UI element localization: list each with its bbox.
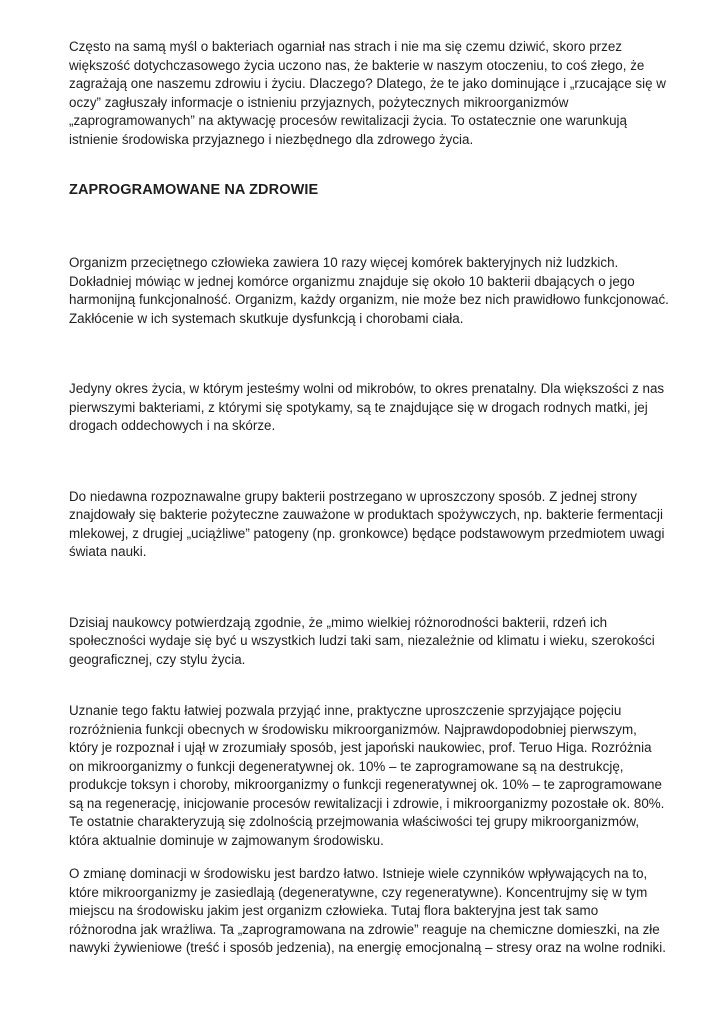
paragraph-body-3: Do niedawna rozpoznawalne grupy bakterii postrzegano w uproszczony sposób. Z jednej strony znajdowały się bakterie pożyteczne zauważone w produktach spożywczych, np. bakterie fermentacji mlekowej, z drugiej „uciążliwe” patogeny (np. gronkowce) będące podstawowym przedmiotem uwagi świata nauki. [69, 488, 665, 559]
paragraph-body-2: Jedyny okres życia, w którym jesteśmy wolni od mikrobów, to okres prenatalny. Dla większości z nas pierwszymi bakteriami, z którymi się spotykamy, są te znajdujące się w drogach rodnych matki, jej drogach oddechowych i na skórze. [69, 381, 665, 433]
paragraph-body-5: Uznanie tego faktu łatwiej pozwala przyjąć inne, praktyczne uproszczenie sprzyjające pojęciu rozróżnienia funkcji obecnych w środowisku mikroorganizmów. Najprawdopodobniej pierwszym, który je rozpoznał i ujął w zrozumiały sposób, jest japoński naukowiec, prof. Teruo Higa. Rozróżnia on mikroorganizmy o funkcji degeneratywnej ok. 10% – te zaprogramowane są na destrukcję, produkcje toksyn i choroby, mikroorganizmy o funkcji regeneratywnej ok. 10% – te zaprogramowane są na regenerację, inicjowanie procesów rewitalizacji i zdrowie, i mikroorganizmy pozostałe ok. 80%. Te ostatnie charakteryzują się zdolnością przejmowania właściwości tej grupy mikroorganizmów, która aktualnie dominuje w zajmowanym środowisku. [69, 703, 665, 848]
paragraph-body-6: O zmianę dominacji w środowisku jest bardzo łatwo. Istnieje wiele czynników wpływających na to, które mikroorganizmy je zasiedlają (degeneratywne, czy regeneratywne). Koncentrujmy się w tym miejscu na środowisku jakim jest organizm człowieka. Tutaj flora bakteryjna jest tak samo różnorodna jak wrażliwa. Ta „zaprogramowana na zdrowie” reaguje na chemiczne domieszki, na złe nawyki żywieniowe (treść i sposób jedzenia), na energię emocjonalną – stresy oraz na wolne rodniki. [69, 866, 666, 955]
section-heading: ZAPROGRAMOWANE NA ZDROWIE [69, 182, 319, 198]
paragraph-body-4: Dzisiaj naukowcy potwierdzają zgodnie, że „mimo wielkiej różnorodności bakterii, rdzeń ich społeczności wydaje się być u wszystkich ludzi taki sam, niezależnie od klimatu i wieku, szerokości geograficznej, czy stylu życia. [69, 614, 655, 667]
intro-paragraph: Często na samą myśl o bakteriach ogarniał nas strach i nie ma się czemu dziwić, skoro przez większość dotychczasowego życia uczono nas, że bakterie w naszym otoczeniu, to coś złego, że zagrażają one naszemu zdrowiu i życiu. Dlaczego? Dlatego, że te jako dominujące i „rzucające się w oczy” zagłuszały informacje o istnieniu przyjaznych, pożytecznych mikroorganizmów „zaprogramowanych” na aktywację procesów rewitalizacji życia. To ostatecznie one warunkują istnienie środowiska przyjaznego i niezbędnego dla zdrowego życia. [69, 39, 666, 147]
document-page [69, 38, 669, 958]
paragraph-body-1: Organizm przeciętnego człowieka zawiera 10 razy więcej komórek bakteryjnych niż ludzkich. Dokładniej mówiąc w jednej komórce organizmu znajduje się około 10 bakterii dbających o jego harmonijną funkcjonalność. Organizm, każdy organizm, nie może bez nich prawidłowo funkcjonować. Zakłócenie w ich systemach skutkuje dysfunkcją i chorobami ciała. [69, 255, 669, 326]
